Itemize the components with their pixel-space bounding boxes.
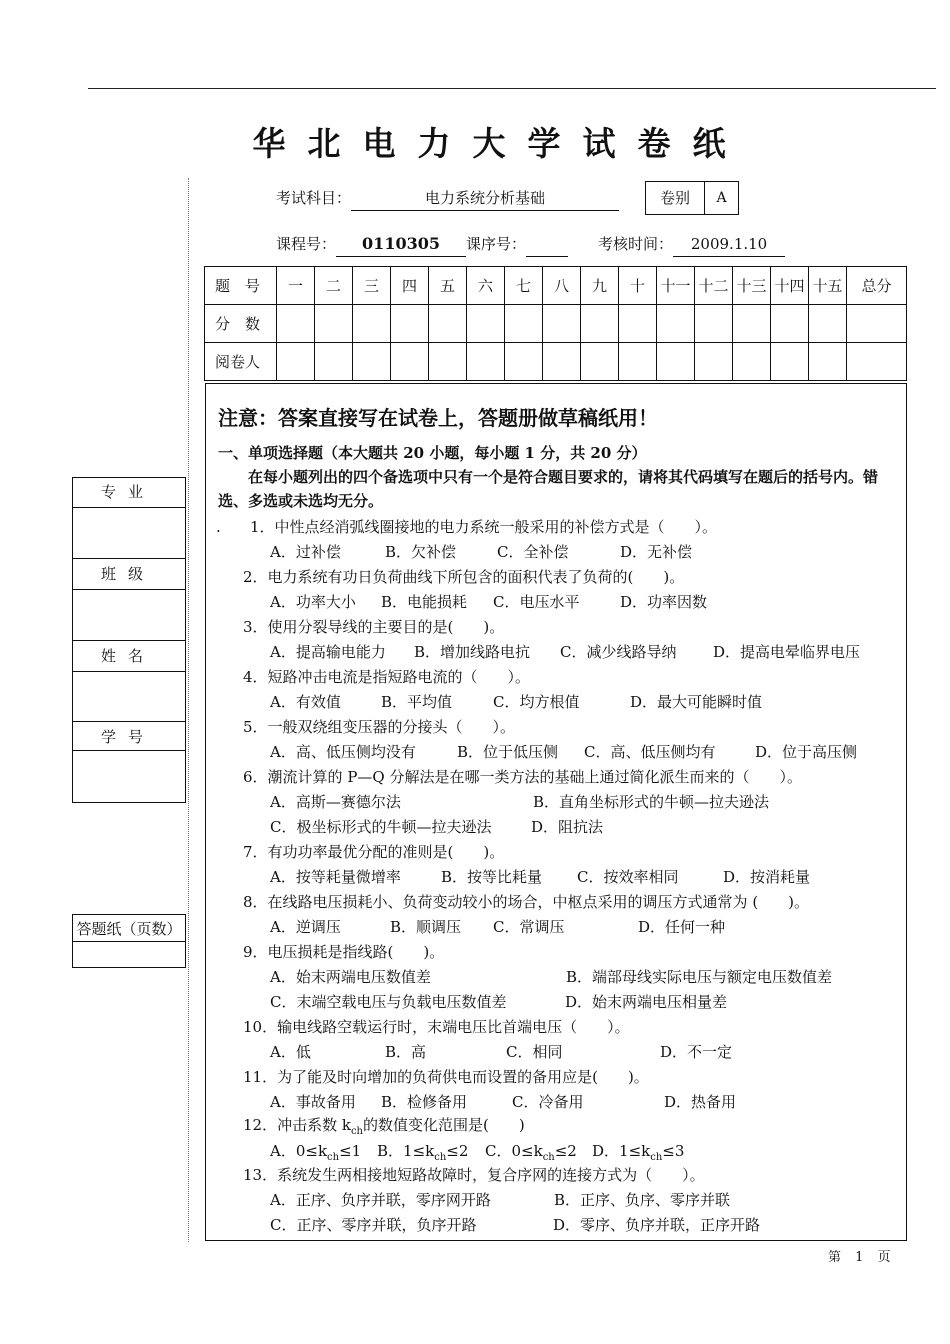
class-label: 班级 — [100, 565, 155, 583]
score-header-cell: 十四 — [771, 267, 809, 305]
name-label: 姓名 — [100, 647, 155, 665]
score-header-cell: 十三 — [733, 267, 771, 305]
option: B．按等比耗量 — [441, 868, 543, 886]
score-header-cell: 七 — [505, 267, 543, 305]
divider — [72, 671, 186, 672]
score-header-cell: 一 — [277, 267, 315, 305]
option: D．不一定 — [660, 1043, 733, 1061]
score-table — [204, 266, 907, 381]
score-cell[interactable] — [505, 305, 543, 343]
grader-cell[interactable] — [733, 343, 771, 381]
score-header-cell: 三 — [353, 267, 391, 305]
option: D．位于高压侧 — [755, 743, 858, 761]
option: C．末端空载电压与负载电压数值差 — [270, 993, 507, 1011]
option: D．$1\le k_{ch}\le 3$ — [592, 1142, 685, 1163]
top-rule — [88, 88, 936, 89]
option: D．始末两端电压相量差 — [565, 993, 728, 1011]
option: D．无补偿 — [620, 543, 693, 561]
score-header-cell: 十一 — [657, 267, 695, 305]
grader-cell[interactable] — [847, 343, 907, 381]
option: A．功率大小 — [270, 593, 356, 611]
answer-pages-label: 答题纸（页数） — [76, 920, 182, 938]
option: A．有效值 — [270, 693, 341, 711]
seq-label: 课序号： — [466, 235, 527, 253]
question-stem: 9．电压损耗是指线路( )。 — [243, 943, 445, 961]
question-stem: 13．系统发生两相接地短路故障时，复合序网的连接方式为（ ）。 — [243, 1166, 705, 1184]
grader-cell[interactable] — [809, 343, 847, 381]
score-header-cell: 五 — [429, 267, 467, 305]
question-stem: 4．短路冲击电流是指短路电流的（ ）。 — [243, 668, 531, 686]
option: B．高 — [385, 1043, 427, 1061]
volume-value: A — [716, 190, 727, 206]
score-cell[interactable] — [695, 305, 733, 343]
score-cell[interactable] — [847, 305, 907, 343]
section-title: 一、单项选择题（本大题共 20 小题，每小题 1 分，共 20 分） — [218, 444, 647, 462]
option: D．最大可能瞬时值 — [630, 693, 763, 711]
grader-cell[interactable] — [505, 343, 543, 381]
score-header-cell: 十二 — [695, 267, 733, 305]
course-no-label: 课程号： — [276, 235, 337, 253]
grader-cell[interactable] — [581, 343, 619, 381]
section-instructions: 在每小题列出的四个备选项中只有一个是符合题目要求的，请将其代码填写在题后的括号内。错选、多选或未选均无分。 — [218, 468, 879, 510]
option: D．热备用 — [664, 1093, 737, 1111]
option: A．高、低压侧均没有 — [270, 743, 416, 761]
subject-label: 考试科目： — [276, 189, 352, 207]
question-stem: 8．在线路电压损耗小、负荷变动较小的场合，中枢点采用的调压方式通常为 ( )。 — [243, 893, 810, 911]
option: C．$0\le k_{ch}\le 2$ — [485, 1142, 577, 1163]
option: C．冷备用 — [512, 1093, 584, 1111]
score-cell[interactable] — [391, 305, 429, 343]
question-stem: 10．输电线路空载运行时，末端电压比首端电压（ ）。 — [243, 1018, 630, 1036]
option: C．全补偿 — [497, 543, 569, 561]
option: A．过补偿 — [270, 543, 341, 561]
question-stem: 11．为了能及时向增加的负荷供电而设置的备用应是( )。 — [243, 1068, 649, 1086]
score-header-cell: 二 — [315, 267, 353, 305]
option: C．常调压 — [493, 918, 565, 936]
page-title: 华北电力大学试卷纸 — [252, 124, 748, 163]
question-stem: 1．中性点经消弧线圈接地的电力系统一般采用的补偿方式是（ ）。 — [250, 518, 718, 536]
question-stem: 2．电力系统有功日负荷曲线下所包含的面积代表了负荷的( )。 — [243, 568, 685, 586]
score-cell[interactable] — [581, 305, 619, 343]
grader-cell[interactable] — [657, 343, 695, 381]
option: D．零序、负序并联，正序开路 — [553, 1216, 761, 1234]
option: C．高、低压侧均有 — [584, 743, 716, 761]
score-cell[interactable] — [277, 305, 315, 343]
score-cell[interactable] — [315, 305, 353, 343]
option: C．按效率相同 — [577, 868, 679, 886]
score-cell[interactable] — [619, 305, 657, 343]
score-header-row — [205, 267, 907, 305]
option: D．按消耗量 — [723, 868, 811, 886]
grader-cell[interactable] — [277, 343, 315, 381]
score-header-cell: 总分 — [847, 267, 907, 305]
option: B．位于低压侧 — [457, 743, 559, 761]
question-stem: 12．冲击系数 $k_{ch}$的数值变化范围是( ) — [243, 1116, 525, 1137]
score-cell[interactable] — [771, 305, 809, 343]
option: D．任何一种 — [638, 918, 726, 936]
question-stem: 7．有功功率最优分配的准则是( )。 — [243, 843, 505, 861]
option: B．顺调压 — [390, 918, 462, 936]
option: C．电压水平 — [493, 593, 580, 611]
option: C．极坐标形式的牛顿—拉夫逊法 — [270, 818, 492, 836]
grader-row-label: 阅卷人 — [205, 343, 277, 381]
option: B．检修备用 — [381, 1093, 468, 1111]
student-id-label: 学号 — [100, 728, 155, 746]
question-stem: 3．使用分裂导线的主要目的是( )。 — [243, 618, 505, 636]
volume-box — [645, 181, 739, 215]
grader-cell[interactable] — [543, 343, 581, 381]
exam-time-value: 2009.1.10 — [673, 232, 785, 257]
subject-value: 电力系统分析基础 — [351, 186, 619, 211]
divider — [72, 589, 186, 590]
subject-row — [276, 186, 619, 211]
grader-cell[interactable] — [467, 343, 505, 381]
score-cell[interactable] — [429, 305, 467, 343]
grader-cell[interactable] — [619, 343, 657, 381]
score-header-cell: 六 — [467, 267, 505, 305]
score-cell[interactable] — [543, 305, 581, 343]
option: C．正序、零序并联，负序开路 — [270, 1216, 477, 1234]
score-cell[interactable] — [657, 305, 695, 343]
option: B．正序、负序、零序并联 — [554, 1191, 731, 1209]
divider — [72, 941, 186, 942]
grader-cell[interactable] — [771, 343, 809, 381]
question-stem: 5．一般双绕组变压器的分接头（ ）。 — [243, 718, 516, 736]
volume-label: 卷别 — [646, 182, 705, 214]
score-header-cell: 十 — [619, 267, 657, 305]
option: B．电能损耗 — [381, 593, 468, 611]
seq-value — [526, 232, 568, 257]
option: B．欠补偿 — [385, 543, 457, 561]
grader-cell[interactable] — [391, 343, 429, 381]
score-row — [205, 305, 907, 343]
option: C．相同 — [506, 1043, 563, 1061]
option: C．减少线路导纳 — [560, 643, 677, 661]
option: A．事故备用 — [270, 1093, 356, 1111]
grader-cell[interactable] — [429, 343, 467, 381]
exam-time-label: 考核时间： — [598, 235, 674, 253]
option: A．始末两端电压数值差 — [270, 968, 431, 986]
option: D．功率因数 — [620, 593, 708, 611]
option: A．低 — [270, 1043, 311, 1061]
option: B．$1\le k_{ch}\le 2$ — [377, 1142, 469, 1163]
major-label: 专业 — [100, 483, 155, 501]
option: D．提高电晕临界电压 — [713, 643, 861, 661]
binding-line — [188, 178, 189, 1242]
notice-text: 注意：答案直接写在试卷上，答题册做草稿纸用！ — [218, 406, 658, 430]
option: A．正序、负序并联，零序网开路 — [270, 1191, 491, 1209]
option: A．逆调压 — [270, 918, 341, 936]
option: B．平均值 — [381, 693, 453, 711]
option: A．按等耗量微增率 — [270, 868, 401, 886]
option: B．直角坐标形式的牛顿—拉夫逊法 — [533, 793, 770, 811]
divider — [72, 750, 186, 751]
grader-cell[interactable] — [353, 343, 391, 381]
grader-row — [205, 343, 907, 381]
option: A．提高输电能力 — [270, 643, 386, 661]
question-stem: 6．潮流计算的 P—Q 分解法是在哪一类方法的基础上通过简化派生而来的（ ）。 — [243, 768, 802, 786]
score-cell[interactable] — [467, 305, 505, 343]
score-header-cell: 九 — [581, 267, 619, 305]
score-cell[interactable] — [353, 305, 391, 343]
option: B．增加线路电抗 — [414, 643, 531, 661]
grader-cell[interactable] — [695, 343, 733, 381]
score-header-cell: 四 — [391, 267, 429, 305]
score-header-cell: 十五 — [809, 267, 847, 305]
score-cell[interactable] — [809, 305, 847, 343]
course-row — [276, 232, 785, 257]
option: A．$0\le k_{ch}\le 1$ — [270, 1142, 362, 1163]
course-no-value: 0110305 — [336, 232, 466, 257]
score-cell[interactable] — [733, 305, 771, 343]
option: B．端部母线实际电压与额定电压数值差 — [566, 968, 833, 986]
page-number: 第 1 页 — [828, 1250, 891, 1265]
leading-dot: . — [216, 518, 221, 536]
option: D．阻抗法 — [531, 818, 604, 836]
score-row-label: 分 数 — [205, 305, 277, 343]
option: C．均方根值 — [493, 693, 580, 711]
option: A．高斯—赛德尔法 — [270, 793, 401, 811]
score-header-cell: 八 — [543, 267, 581, 305]
grader-cell[interactable] — [315, 343, 353, 381]
score-header-cell: 题 号 — [205, 267, 277, 305]
divider — [72, 507, 186, 508]
